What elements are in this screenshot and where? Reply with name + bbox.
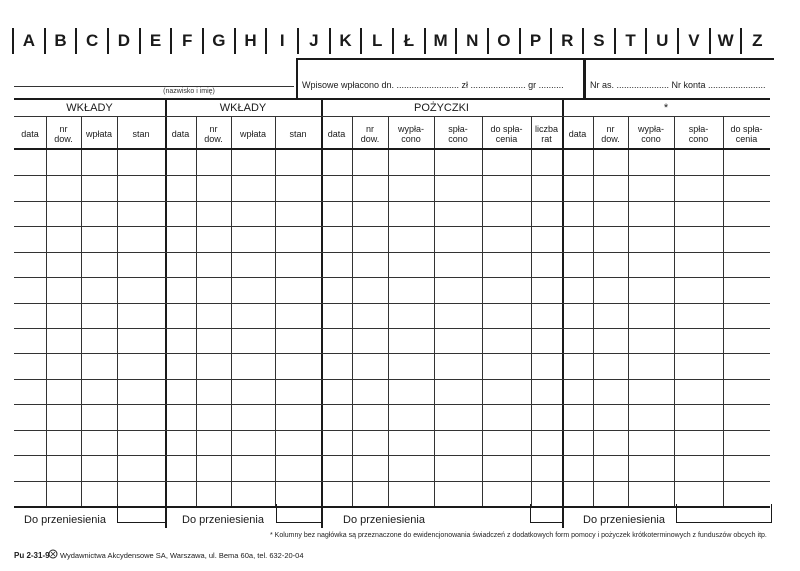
column-header: do spła- cenia — [730, 124, 763, 144]
entry-fee-text: Wpisowe wpłacono dn. ......................... zł ...................... gr .......... — [302, 80, 564, 90]
column-header: spła- cono — [448, 124, 468, 144]
column-header: data — [568, 129, 587, 139]
index-letter: U — [645, 28, 677, 54]
transfer-label: Do przeniesienia — [182, 514, 264, 526]
table-row-line — [14, 328, 770, 329]
index-letter: J — [297, 28, 329, 54]
group-title: * — [663, 102, 669, 114]
index-letter: O — [487, 28, 519, 54]
table-row-line — [14, 175, 770, 176]
account-box — [584, 58, 774, 98]
table-row-line — [14, 252, 770, 253]
transfer-value-box[interactable] — [117, 504, 167, 523]
table-row-line — [14, 455, 770, 456]
index-letter: T — [614, 28, 646, 54]
index-letter: D — [107, 28, 139, 54]
column-header: wypła- cono — [637, 124, 664, 144]
transfer-label: Do przeniesienia — [24, 514, 106, 526]
account-text: Nr as. ..................... Nr konta ....................... — [590, 80, 766, 90]
column-header: nr dow. — [54, 124, 73, 144]
group-title: WKŁADY — [66, 102, 113, 114]
column-header: nr dow. — [204, 124, 223, 144]
table-row-line — [14, 379, 770, 380]
index-letter: S — [582, 28, 614, 54]
column-divider — [165, 100, 167, 528]
index-letter: P — [519, 28, 551, 54]
column-header: stan — [289, 129, 307, 139]
column-divider — [321, 100, 323, 528]
name-line — [14, 86, 294, 87]
alphabet-index-strip — [12, 28, 772, 54]
table-row-line — [14, 481, 770, 482]
index-letter: Ł — [392, 28, 424, 54]
index-letter: F — [170, 28, 202, 54]
index-letter: R — [550, 28, 582, 54]
index-letter: V — [677, 28, 709, 54]
index-letter: N — [455, 28, 487, 54]
table-row-line — [14, 226, 770, 227]
ledger-grid — [14, 98, 770, 506]
index-letter: B — [44, 28, 76, 54]
column-header: liczba rat — [534, 124, 558, 144]
table-row-line — [14, 277, 770, 278]
index-letter: E — [139, 28, 171, 54]
transfer-label: Do przeniesienia — [343, 514, 425, 526]
index-letter: L — [360, 28, 392, 54]
index-letter: I — [265, 28, 297, 54]
index-letter: H — [234, 28, 266, 54]
transfer-value-box[interactable] — [530, 504, 564, 523]
publisher-info: Wydawnictwa Akcydensowe SA, Warszawa, ul. Bema 60a, tel. 632-20-04 — [60, 551, 304, 560]
table-row-line — [14, 303, 770, 304]
index-letter: W — [709, 28, 741, 54]
index-letter: M — [424, 28, 456, 54]
column-header: data — [21, 129, 39, 139]
column-header: wypła- cono — [397, 124, 424, 144]
column-header: wpłata — [239, 129, 266, 139]
column-header-divider — [14, 148, 770, 150]
table-row-line — [14, 353, 770, 354]
column-header: nr dow. — [360, 124, 380, 144]
index-letter: Z — [740, 28, 772, 54]
publisher-logo-icon — [48, 549, 58, 559]
column-header: data — [327, 129, 346, 139]
column-header: do spła- cenia — [490, 124, 523, 144]
group-title: POŻYCZKI — [413, 102, 469, 114]
name-caption: (nazwisko i imię) — [163, 88, 215, 95]
column-divider — [562, 100, 564, 528]
index-letter: K — [329, 28, 361, 54]
entry-fee-box — [296, 58, 585, 98]
column-header: stan — [132, 129, 150, 139]
transfer-value-box[interactable] — [276, 504, 323, 523]
group-header-divider — [14, 116, 770, 117]
index-letter: G — [202, 28, 234, 54]
column-header: nr dow. — [601, 124, 620, 144]
group-title: WKŁADY — [219, 102, 267, 114]
publication-code: Pu 2-31-9 — [14, 551, 50, 560]
transfer-value-box[interactable] — [676, 504, 772, 523]
column-header: spła- cono — [688, 124, 709, 144]
transfer-label: Do przeniesienia — [583, 514, 665, 526]
index-letter: C — [75, 28, 107, 54]
table-row-line — [14, 201, 770, 202]
table-row-line — [14, 404, 770, 405]
column-header: wpłata — [85, 129, 112, 139]
column-header: data — [171, 129, 190, 139]
index-letter: A — [12, 28, 44, 54]
table-row-line — [14, 430, 770, 431]
footnote: * Kolumny bez nagłówka są przeznaczone do ewidencjonowania świadczeń z dodatkowych form pomocy i pożyczek krótkoterminowych z funduszów obcych itp. — [270, 532, 767, 539]
